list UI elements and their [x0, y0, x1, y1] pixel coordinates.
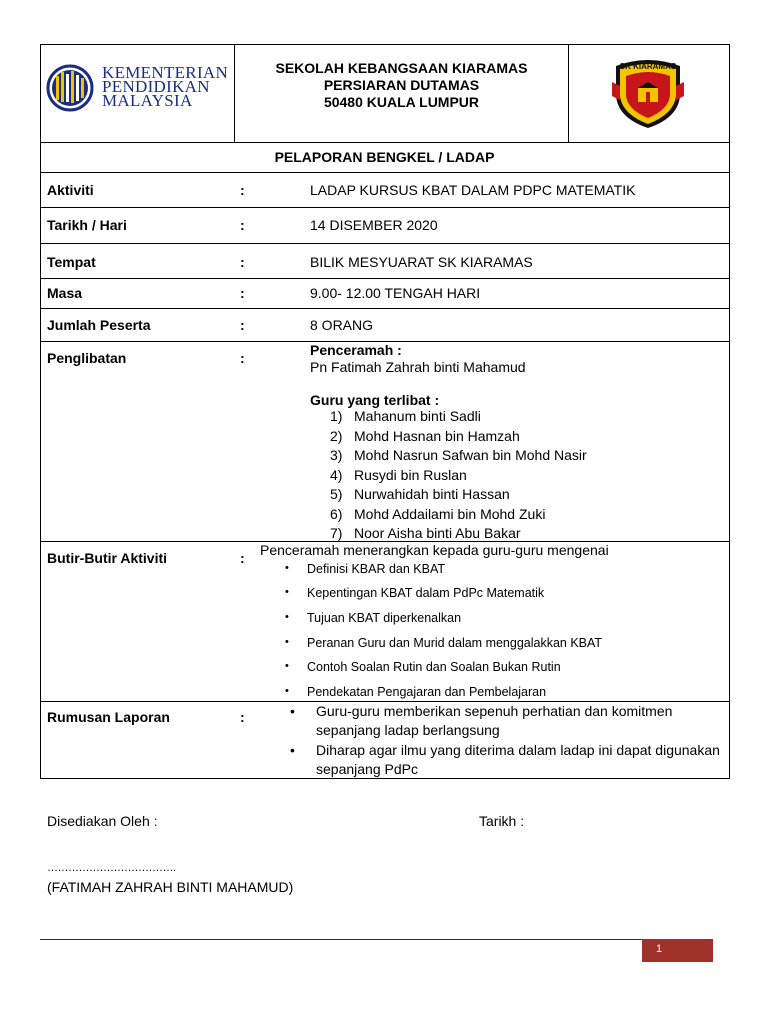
table-divider [40, 142, 730, 143]
teachers-list [330, 407, 587, 544]
bullet-icon: • [285, 562, 289, 574]
tarikh-colon: : [240, 217, 245, 233]
tempat-colon: : [240, 254, 245, 270]
bullet-icon: • [285, 586, 289, 598]
ministry-line2: PENDIDIKAN [102, 77, 210, 96]
table-divider [40, 243, 730, 244]
masa-colon: : [240, 285, 245, 301]
list-item: 5) Nurwahidah binti Hassan [330, 486, 510, 502]
butir-label: Butir-Butir Aktiviti [47, 550, 168, 566]
tarikh-value: 14 DISEMBER 2020 [310, 217, 438, 233]
table-divider [40, 207, 730, 208]
butir-intro: Penceramah menerangkan kepada guru-guru mengenai [260, 542, 609, 558]
list-item: 7) Noor Aisha binti Abu Bakar [330, 525, 521, 541]
school-name: SEKOLAH KEBANGSAAN KIARAMAS [275, 60, 528, 76]
teachers-heading: Guru yang terlibat : [310, 392, 440, 408]
aktiviti-colon: : [240, 182, 245, 198]
ministry-name [102, 63, 229, 110]
list-item: 2) Mohd Hasnan bin Hamzah [330, 427, 520, 444]
header-divider [568, 44, 569, 142]
speaker-heading: Penceramah : [310, 342, 402, 358]
rumusan-label: Rumusan Laporan [47, 709, 170, 725]
bullet-icon: • [285, 636, 289, 648]
table-border-top [40, 44, 730, 45]
penglibatan-label: Penglibatan [47, 350, 127, 366]
kpm-logo-icon [44, 64, 100, 112]
penglibatan-colon: : [240, 350, 245, 366]
report-title: PELAPORAN BENGKEL / LADAP [274, 149, 495, 165]
butir-colon: : [240, 550, 245, 566]
masa-value: 9.00- 12.00 TENGAH HARI [310, 285, 481, 301]
list-item: 4) Rusydi bin Ruslan [330, 466, 467, 483]
aktiviti-value: LADAP KURSUS KBAT DALAM PDPC MATEMATIK [310, 182, 636, 198]
ministry-logo [44, 62, 230, 118]
prepared-by-label: Disediakan Oleh : [47, 813, 158, 829]
tempat-label: Tempat [47, 254, 96, 270]
page-number-tab [642, 939, 713, 962]
table-border-right [729, 44, 730, 779]
table-divider [40, 172, 730, 173]
jumlah-colon: : [240, 317, 245, 333]
page-number: 1 [656, 943, 663, 955]
preparer-name: (FATIMAH ZAHRAH BINTI MAHAMUD) [47, 879, 294, 895]
aktiviti-label: Aktiviti [47, 182, 94, 198]
jumlah-value: 8 ORANG [310, 317, 374, 333]
tempat-value: BILIK MESYUARAT SK KIARAMAS [310, 254, 533, 270]
school-address-line2: 50480 KUALA LUMPUR [323, 94, 480, 110]
ministry-line3: MALAYSIA [102, 91, 193, 110]
rumusan-colon: : [240, 709, 245, 725]
school-header [235, 60, 568, 111]
bullet-icon: • [285, 611, 289, 623]
ministry-line1: KEMENTERIAN [102, 63, 229, 82]
bullet-icon: • [290, 703, 295, 719]
list-item: 3) Mohd Nasrun Safwan bin Mohd Nasir [330, 447, 587, 463]
bullet-icon: • [285, 660, 289, 672]
table-divider [40, 278, 730, 279]
school-logo [608, 56, 688, 130]
masa-label: Masa [47, 285, 83, 301]
list-item: 1) Mahanum binti Sadli [330, 408, 481, 424]
footer-rule [40, 939, 642, 940]
jumlah-label: Jumlah Peserta [47, 317, 151, 333]
school-logo-text: SK KIARAMAS [619, 62, 677, 71]
bullet-icon: • [290, 742, 295, 758]
tarikh-label: Tarikh / Hari [47, 217, 127, 233]
bullet-icon: • [285, 685, 289, 697]
signature-line: ………………………………. [47, 862, 176, 874]
speaker-name: Pn Fatimah Zahrah binti Mahamud [310, 359, 526, 375]
school-address-line1: PERSIARAN DUTAMAS [323, 77, 480, 93]
list-item: 6) Mohd Addailami bin Mohd Zuki [330, 505, 546, 522]
table-divider [40, 308, 730, 309]
date-label: Tarikh : [479, 813, 525, 829]
